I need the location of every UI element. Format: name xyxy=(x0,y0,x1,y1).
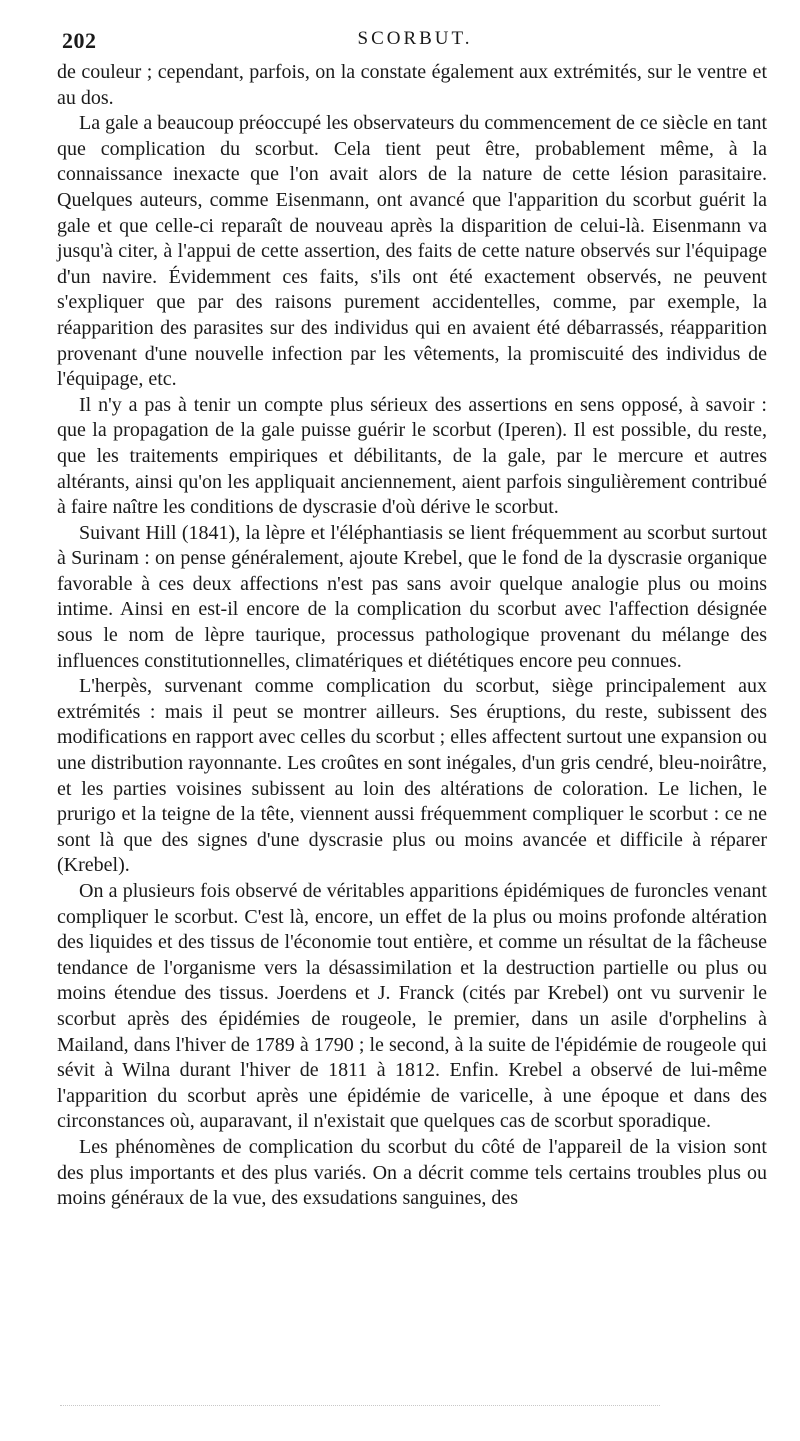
body-text xyxy=(57,60,767,1212)
paragraph-herpes: L'herpès, survenant comme complication du scorbut, siège principalement aux extrémités : mais il peut se montrer ailleurs. Ses éruptions, du reste, subissent des modifications en rapport avec celles du scorbut ; elles affectent surtout une expansion ou une distribution rayonnante. Les croûtes en sont inégales, d'un gris cendré, bleu-noirâtre, et les parties voisines subissent au loin des altérations de coloration. Le lichen, le prurigo et la teigne de la tête, viennent aussi fréquemment compliquer le scorbut : ce ne sont là que des signes d'une dyscrasie plus ou moins avancée et difficile à réparer (Krebel). xyxy=(57,675,767,877)
footer-smudge xyxy=(60,1405,660,1408)
running-title: SCORBUT. xyxy=(357,28,473,49)
paragraph-continued: de couleur ; cependant, parfois, on la constate également aux extrémités, sur le ventre et au dos. xyxy=(57,61,767,109)
paragraph-lepre: Suivant Hill (1841), la lèpre et l'éléphantiasis se lient fréquemment au scorbut surtout à Surinam : on pense généralement, ajoute Krebel, que le fond de la dyscrasie organique favorable à ces deux affections n'est pas sans avoir quelque analogie plus ou moins intime. Ainsi en est-il encore de la complication du scorbut avec l'affection désignée sous le nom de lèpre taurique, processus pathologique provenant du mélange des influences constitutionnelles, climatériques et diététiques encore peu connues. xyxy=(57,521,767,672)
page-number: 202 xyxy=(62,28,97,53)
paragraph-furoncles: On a plusieurs fois observé de véritables apparitions épidémiques de furoncles venant compliquer le scorbut. C'est là, encore, un effet de la plus ou moins profonde altération des liquides et des tissus de l'économie tout entière, et comme un résultat de la fâcheuse tendance de l'organisme vers la désassimilation et la destruction partielle ou plus ou moins étendue des tissus. Joerdens et J. Franck (cités par Krebel) ont vu survenir le scorbut après des épidémies de rougeole, le premier, dans un asile d'orphelins à Mailand, dans l'hiver de 1789 à 1790 ; le second, à la suite de l'épidémie de rougeole qui sévit à Wilna durant l'hiver de 1811 à 1812. Enfin. Krebel a observé de lui-même l'apparition du scorbut après une épidémie de varicelle, à une époque et dans des circonstances où, auparavant, il n'existait que quelques cas de scorbut sporadique. xyxy=(57,880,767,1133)
paragraph-assertions: Il n'y a pas à tenir un compte plus sérieux des assertions en sens opposé, à savoir : que la propagation de la gale puisse guérir le scorbut (Iperen). Il est possible, du reste, que les traitements empiriques et débilitants, de la gale, par le mercure et autres altérants, ainsi qu'on les appliquait anciennement, aient parfois singulièrement contribué à faire naître les conditions de dyscrasie d'où dérive le scorbut. xyxy=(57,393,767,519)
page-header xyxy=(62,28,768,56)
paragraph-vision: Les phénomènes de complication du scorbut du côté de l'appareil de la vision sont des plus importants et des plus variés. On a décrit comme tels certains troubles plus ou moins généraux de la vue, des exsudations sanguines, des xyxy=(57,1135,767,1210)
paragraph-gale: La gale a beaucoup préoccupé les observateurs du commencement de ce siècle en tant que complication du scorbut. Cela tient peut être, probablement même, à la connaissance inexacte que l'on avait alors de la nature de cette lésion parasitaire. Quelques auteurs, comme Eisenmann, ont avancé que l'apparition du scorbut guérit la gale et que celle-ci reparaît de nouveau après la disparition de celui-là. Eisenmann va jusqu'à citer, à l'appui de cette assertion, des faits de cette nature observés sur l'équipage d'un navire. Évidemment ces faits, s'ils ont été exactement observés, ne peuvent s'expliquer que par des raisons purement accidentelles, comme, par exemple, la réapparition des parasites sur des individus qui en avaient été débarrassés, réapparition provenant d'une nouvelle infection par les vêtements, la promiscuité des individus de l'équipage, etc. xyxy=(57,112,768,391)
